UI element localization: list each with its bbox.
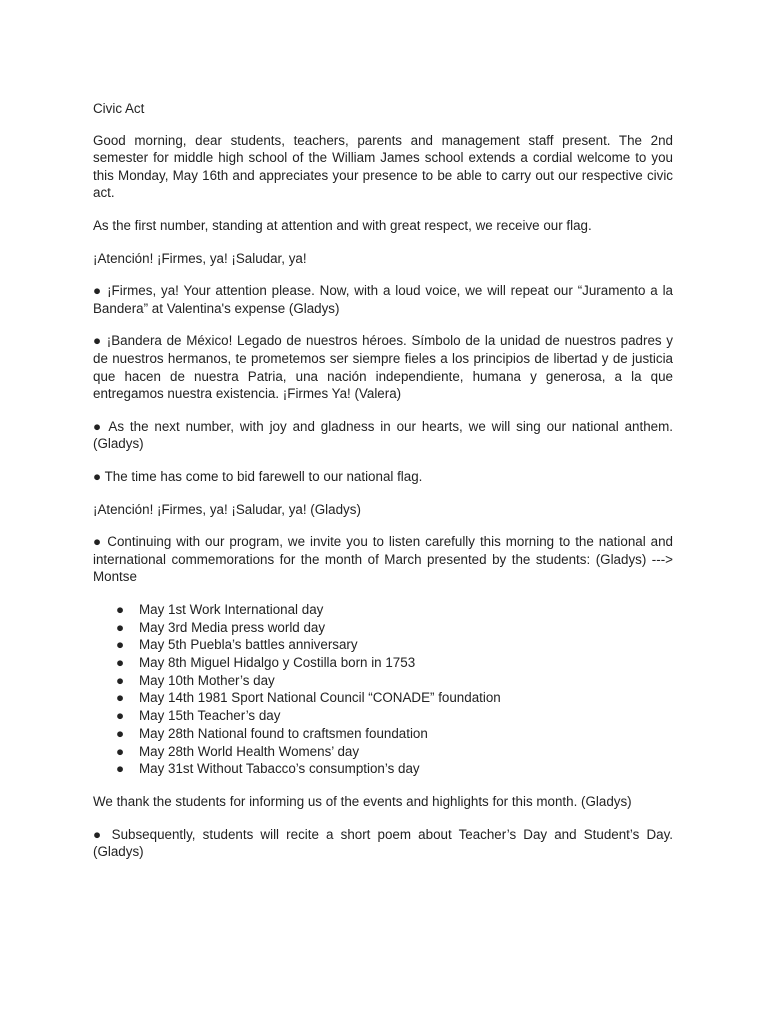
list-item: [93, 707, 673, 725]
events-list: [93, 601, 673, 778]
paragraph-command-1: ¡Atención! ¡Firmes, ya! ¡Saludar, ya!: [93, 250, 307, 266]
paragraph-anthem: ● As the next number, with joy and gladness in our hearts, we will sing our national anthem. (Gladys): [93, 418, 673, 452]
list-item: [93, 689, 673, 707]
list-item: [93, 636, 673, 654]
paragraph-welcome: Good morning, dear students, teachers, parents and management staff present. The 2nd semester for middle high school of the William James school extends a cordial welcome to you this Monday, May 16th and appreciates your presence to be able to carry out our respective civic act.: [93, 132, 673, 201]
event-text: May 28th World Health Womens’ day: [139, 743, 360, 759]
paragraph-commemorations-intro: ● Continuing with our program, we invite you to listen carefully this morning to the national and international commemorations for the month of March presented by the students: (Gladys) ---> Montse: [93, 534, 673, 585]
bullet-icon: ●: [116, 637, 125, 653]
bullet-icon: ●: [116, 743, 125, 759]
paragraph-juramento-intro: ● ¡Firmes, ya! Your attention please. Now, with a loud voice, we will repeat our “Juramento a la Bandera” at Valentina's expense (Gladys): [93, 283, 673, 316]
list-item: [93, 654, 673, 672]
event-text: May 31st Without Tabacco’s consumption’s day: [139, 761, 420, 777]
paragraph-command-2: ¡Atención! ¡Firmes, ya! ¡Saludar, ya! (Gladys): [93, 501, 361, 517]
paragraph-receive-flag: As the first number, standing at attention and with great respect, we receive our flag.: [93, 217, 592, 233]
bullet-icon: ●: [116, 708, 125, 724]
list-item: [93, 619, 673, 637]
paragraph-farewell-flag: ● The time has come to bid farewell to our national flag.: [93, 468, 423, 484]
list-item: [93, 743, 673, 761]
paragraph-poem: ● Subsequently, students will recite a short poem about Teacher’s Day and Student’s Day. (Gladys): [93, 826, 673, 860]
event-text: May 14th 1981 Sport National Council “CONADE” foundation: [139, 690, 501, 706]
document-title: Civic Act: [93, 101, 145, 116]
bullet-icon: ●: [116, 761, 125, 777]
event-text: May 3rd Media press world day: [139, 619, 326, 635]
list-item: [93, 601, 673, 619]
paragraph-juramento-text: ● ¡Bandera de México! Legado de nuestros héroes. Símbolo de la unidad de nuestros padres y de nuestros hermanos, te prometemos ser siempre fieles a los principios de libertad y de justicia que hacen de nuestra Patria, una nación independiente, humana y generosa, a la que entregamos nuestra existencia. ¡Firmes Ya! (Valera): [93, 333, 673, 402]
bullet-icon: ●: [116, 619, 125, 635]
bullet-icon: ●: [116, 601, 125, 617]
paragraph-thanks: We thank the students for informing us of the events and highlights for this month. (Gladys): [93, 793, 632, 809]
list-item: [93, 725, 673, 743]
list-item: [93, 672, 673, 690]
event-text: May 8th Miguel Hidalgo y Costilla born in 1753: [139, 654, 416, 670]
bullet-icon: ●: [116, 725, 125, 741]
event-text: May 28th National found to craftsmen foundation: [139, 725, 428, 741]
bullet-icon: ●: [116, 654, 125, 670]
bullet-icon: ●: [116, 672, 125, 688]
event-text: May 1st Work International day: [139, 601, 324, 617]
list-item: [93, 760, 673, 778]
event-text: May 5th Puebla’s battles anniversary: [139, 637, 358, 653]
document-page: [93, 100, 673, 876]
event-text: May 10th Mother’s day: [139, 672, 275, 688]
bullet-icon: ●: [116, 690, 125, 706]
event-text: May 15th Teacher’s day: [139, 708, 281, 724]
